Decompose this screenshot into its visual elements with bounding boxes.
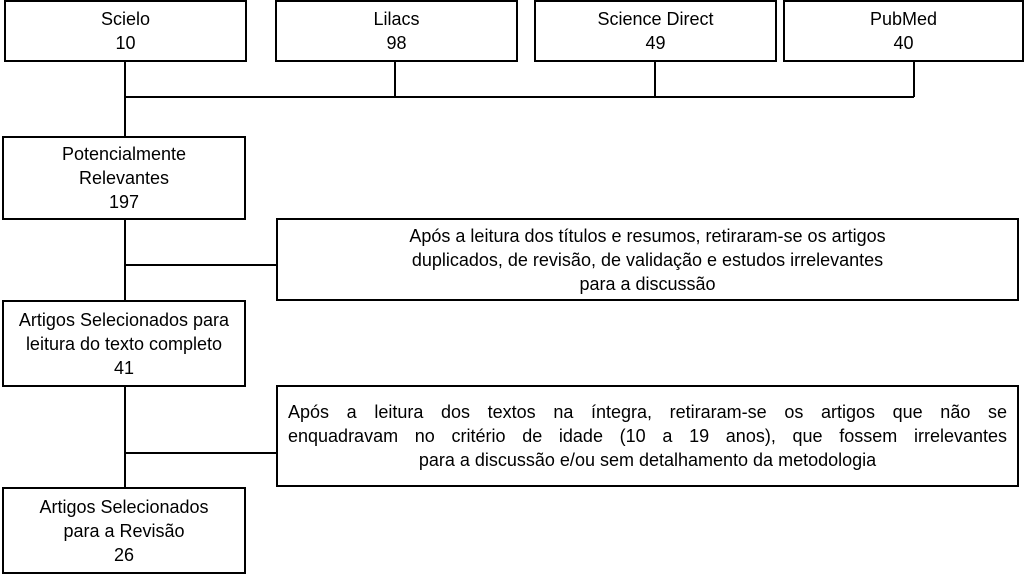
box-line: leitura do texto completo — [25, 333, 223, 354]
note-line: enquadravam no critério de idade (10 a 19 anos), que fossem irrelevantes — [288, 426, 1007, 446]
source-count: 40 — [893, 33, 914, 53]
note-line: para a discussão — [579, 273, 716, 294]
potentially-relevant-box — [2, 136, 246, 220]
source-box-pubmed — [783, 0, 1024, 62]
box-count: 26 — [113, 544, 135, 565]
note-line: Após a leitura dos textos na íntegra, retiraram-se os artigos que não se — [288, 402, 1007, 422]
box-line: Artigos Selecionados para — [18, 309, 230, 330]
box-line: Artigos Selecionados — [39, 496, 209, 517]
box-line: para a Revisão — [63, 520, 185, 541]
source-count: 49 — [645, 33, 666, 53]
exclusion-note-full-text — [276, 385, 1019, 487]
source-box-lilacs — [275, 0, 518, 62]
exclusion-note-titles-abstracts — [276, 218, 1019, 301]
full-text-selected-box — [2, 300, 246, 387]
note-line: para a discussão e/ou sem detalhamento da metodologia — [418, 450, 877, 470]
box-line: Potencialmente — [61, 144, 187, 164]
source-count: 98 — [386, 33, 407, 53]
box-count: 41 — [113, 357, 135, 378]
source-name: PubMed — [869, 9, 938, 29]
review-selected-box — [2, 487, 246, 574]
box-line: Relevantes — [78, 168, 170, 188]
source-count: 10 — [115, 33, 136, 53]
source-name: Science Direct — [597, 9, 714, 29]
note-line: duplicados, de revisão, de validação e estudos irrelevantes — [411, 249, 884, 270]
source-name: Lilacs — [373, 9, 420, 29]
box-count: 197 — [108, 192, 140, 212]
source-box-science-direct — [534, 0, 777, 62]
source-box-scielo — [4, 0, 247, 62]
source-name: Scielo — [100, 9, 151, 29]
note-line: Após a leitura dos títulos e resumos, retiraram-se os artigos — [409, 225, 886, 246]
